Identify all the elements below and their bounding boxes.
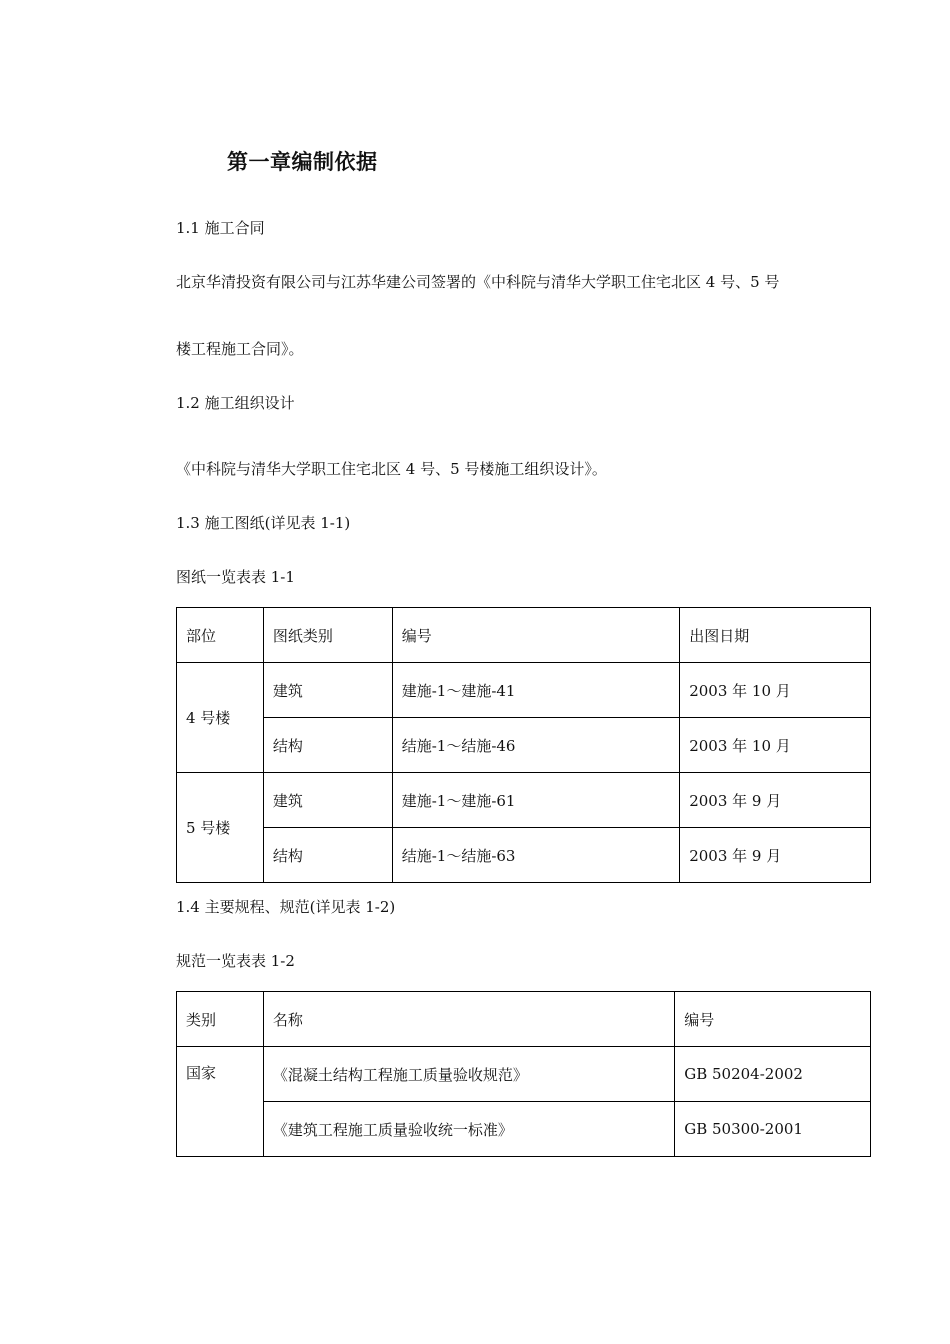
table-row <box>177 1102 871 1157</box>
category-cell: 建筑 <box>263 773 392 828</box>
table-row <box>177 773 871 828</box>
name-cell: 《混凝土结构工程施工质量验收规范》 <box>263 1047 674 1102</box>
section-1-1-text-line1: 北京华清投资有限公司与江苏华建公司签署的《中科院与清华大学职工住宅北区 4 号、5 号 <box>176 273 780 291</box>
header-cell: 编号 <box>675 992 871 1047</box>
date-cell: 2003 年 9 月 <box>680 773 871 828</box>
location-cell: 5 号楼 <box>177 773 264 883</box>
header-cell: 编号 <box>392 608 680 663</box>
code-cell: 结施-1～结施-46 <box>392 718 680 773</box>
header-cell: 部位 <box>177 608 264 663</box>
code-cell: 建施-1～建施-61 <box>392 773 680 828</box>
category-cell: 结构 <box>263 828 392 883</box>
header-cell: 图纸类别 <box>263 608 392 663</box>
category-cell: 结构 <box>263 718 392 773</box>
code-cell: GB 50300-2001 <box>675 1102 871 1157</box>
table-row <box>177 663 871 718</box>
table-header-row <box>177 992 871 1047</box>
table-row <box>177 828 871 883</box>
standards-table <box>176 991 871 1157</box>
table-1-1-caption: 图纸一览表表 1-1 <box>176 568 295 586</box>
header-cell: 出图日期 <box>680 608 871 663</box>
section-1-1-heading: 1.1 施工合同 <box>176 219 265 237</box>
section-1-3-heading: 1.3 施工图纸(详见表 1-1) <box>176 514 351 532</box>
section-1-2-text: 《中科院与清华大学职工住宅北区 4 号、5 号楼施工组织设计》。 <box>176 460 607 478</box>
date-cell: 2003 年 9 月 <box>680 828 871 883</box>
table-row <box>177 718 871 773</box>
drawings-table <box>176 607 871 883</box>
code-cell: 建施-1～建施-41 <box>392 663 680 718</box>
header-cell: 名称 <box>263 992 674 1047</box>
table-row <box>177 1047 871 1102</box>
section-1-1-text-line2: 楼工程施工合同》。 <box>176 340 304 358</box>
table-1-2-caption: 规范一览表表 1-2 <box>176 952 295 970</box>
code-cell: 结施-1～结施-63 <box>392 828 680 883</box>
category-cell: 国家 <box>177 1047 264 1157</box>
chapter-title: 第一章编制依据 <box>227 150 378 174</box>
section-1-2-heading: 1.2 施工组织设计 <box>176 394 295 412</box>
table-header-row <box>177 608 871 663</box>
date-cell: 2003 年 10 月 <box>680 718 871 773</box>
code-cell: GB 50204-2002 <box>675 1047 871 1102</box>
location-cell: 4 号楼 <box>177 663 264 773</box>
category-cell: 建筑 <box>263 663 392 718</box>
header-cell: 类别 <box>177 992 264 1047</box>
name-cell: 《建筑工程施工质量验收统一标准》 <box>263 1102 674 1157</box>
date-cell: 2003 年 10 月 <box>680 663 871 718</box>
section-1-4-heading: 1.4 主要规程、规范(详见表 1-2) <box>176 898 396 916</box>
